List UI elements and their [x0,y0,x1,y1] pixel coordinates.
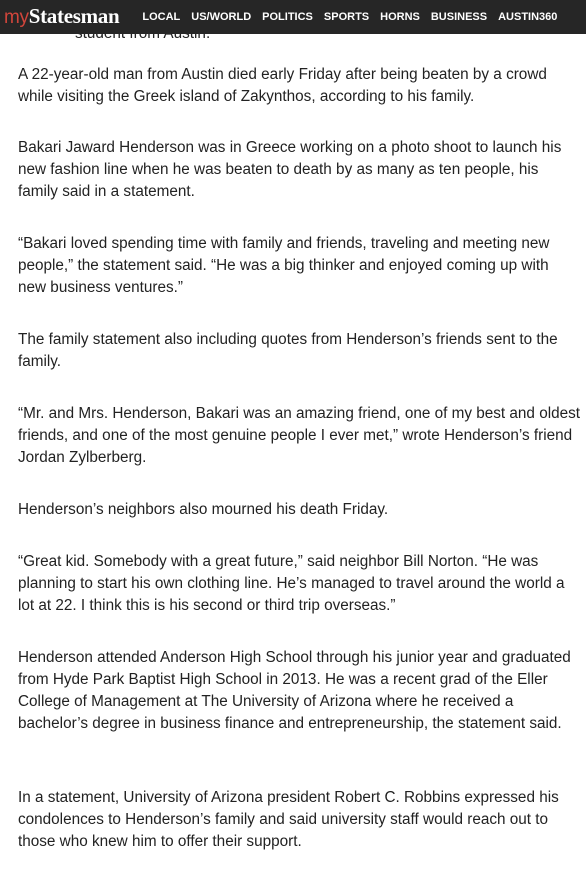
article-paragraph: The family statement also including quotes from Henderson’s friends sent to the family. [18,331,558,370]
article-paragraph: Henderson attended Anderson High School through his junior year and graduated from Hyde Park Baptist High School in 2013. He was a recent grad of the Eller College of Management at The University of Arizona where he received a bachelor’s degree in business finance and entrepreneurship, the statement said. [18,649,571,732]
nav-item-austin360[interactable]: AUSTIN360 [498,11,558,23]
nav-item-politics[interactable]: POLITICS [262,11,313,23]
article-paragraph: “Great kid. Somebody with a great future,” said neighbor Bill Norton. “He was planning to start his own clothing line. He’s managed to travel around the world a lot at 22. I think this is his second or third trip overseas.” [18,553,565,614]
article-paragraph: Bakari Jaward Henderson was in Greece working on a photo shoot to launch his new fashion line when he was beaten to death by as many as ten people, his family said in a statement. [18,139,562,200]
section-nav [142,11,557,23]
logo-statesman-text: Statesman [28,3,120,28]
nav-item-sports[interactable]: SPORTS [323,11,370,23]
nav-item-us-world[interactable]: US/WORLD [191,11,252,23]
article-paragraph: “Mr. and Mrs. Henderson, Bakari was an amazing friend, one of my best and oldest friends, and one of the most genuine people I ever met,” wrote Henderson’s friend Jordan Zylberberg. [18,405,581,466]
site-logo[interactable] [4,4,119,29]
nav-item-horns[interactable]: HORNS [380,11,420,23]
article-paragraph: A 22-year-old man from Austin died early Friday after being beaten by a crowd while visiting the Greek island of Zakynthos, according to his family. [18,66,547,105]
article-paragraph: “Bakari loved spending time with family and friends, traveling and meeting new people,” the statement said. “He was a big thinker and enjoyed coming up with new business ventures.” [18,235,550,296]
top-navigation-bar [0,0,586,34]
nav-item-business[interactable]: BUSINESS [430,11,488,23]
logo-my-text: my [4,6,29,28]
nav-item-local[interactable]: LOCAL [142,11,181,23]
article-paragraph: In a statement, University of Arizona president Robert C. Robbins expressed his condolences to Henderson’s family and said university staff would reach out to those who knew him to offer their support. [18,789,559,850]
article-paragraph: Henderson’s neighbors also mourned his death Friday. [18,501,389,518]
